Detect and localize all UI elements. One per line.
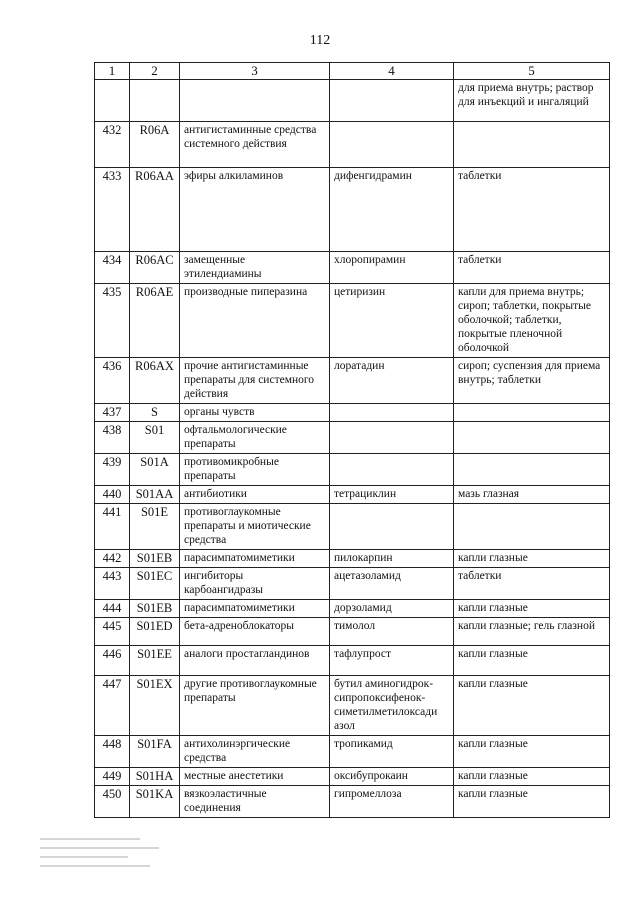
atc-code-cell: R06AX <box>130 358 180 404</box>
row-number-cell: 436 <box>95 358 130 404</box>
group-name-cell: противомикробные препараты <box>180 454 330 486</box>
group-name-cell: замещенные этилендиамины <box>180 252 330 284</box>
atc-code-cell: S01HA <box>130 768 180 786</box>
row-number-cell: 439 <box>95 454 130 486</box>
atc-code-cell: S01KA <box>130 786 180 818</box>
dosage-form-cell: таблетки <box>454 168 610 252</box>
atc-code-cell <box>130 80 180 122</box>
drug-name-cell <box>330 504 454 550</box>
atc-code-cell: S01AA <box>130 486 180 504</box>
dosage-form-cell <box>454 422 610 454</box>
column-header: 1 <box>95 63 130 80</box>
dosage-form-cell <box>454 504 610 550</box>
row-number-cell: 444 <box>95 600 130 618</box>
atc-code-cell: R06AE <box>130 284 180 358</box>
dosage-form-cell: капли глазные <box>454 550 610 568</box>
atc-code-cell: S01EB <box>130 600 180 618</box>
atc-code-cell: S01EC <box>130 568 180 600</box>
dosage-form-cell: капли глазные <box>454 768 610 786</box>
group-name-cell: эфиры алкиламинов <box>180 168 330 252</box>
dosage-form-cell: для приема внутрь; раствор для инъекций и ингаляций <box>454 80 610 122</box>
atc-code-cell: S01ED <box>130 618 180 646</box>
row-number-cell: 435 <box>95 284 130 358</box>
row-number-cell: 449 <box>95 768 130 786</box>
row-number-cell: 445 <box>95 618 130 646</box>
drug-name-cell: гипромеллоза <box>330 786 454 818</box>
atc-code-cell: R06A <box>130 122 180 168</box>
row-number-cell: 437 <box>95 404 130 422</box>
table-row <box>95 568 610 600</box>
dosage-form-cell: капли глазные <box>454 600 610 618</box>
row-number-cell: 440 <box>95 486 130 504</box>
dosage-form-cell: капли глазные <box>454 786 610 818</box>
column-header: 3 <box>180 63 330 80</box>
dosage-form-cell <box>454 454 610 486</box>
group-name-cell: органы чувств <box>180 404 330 422</box>
table-row <box>95 786 610 818</box>
group-name-cell: противоглаукомные препараты и миотические средства <box>180 504 330 550</box>
atc-code-cell: S01 <box>130 422 180 454</box>
drug-name-cell: тетрациклин <box>330 486 454 504</box>
drug-table <box>94 62 610 818</box>
drug-name-cell <box>330 122 454 168</box>
drug-name-cell: лоратадин <box>330 358 454 404</box>
table-row <box>95 122 610 168</box>
drug-name-cell <box>330 404 454 422</box>
table-row <box>95 736 610 768</box>
group-name-cell: антигистаминные средства системного действия <box>180 122 330 168</box>
drug-name-cell <box>330 422 454 454</box>
dosage-form-cell: капли для приема внутрь; сироп; таблетки, покрытые оболочкой; таблетки, покрытые пленочной оболочкой <box>454 284 610 358</box>
atc-code-cell: S <box>130 404 180 422</box>
drug-name-cell: тафлупрост <box>330 646 454 676</box>
dosage-form-cell: капли глазные <box>454 676 610 736</box>
atc-code-cell: R06AC <box>130 252 180 284</box>
row-number-cell: 442 <box>95 550 130 568</box>
table-header-row <box>95 63 610 80</box>
drug-name-cell: тимолол <box>330 618 454 646</box>
dosage-form-cell: капли глазные <box>454 646 610 676</box>
row-number-cell: 443 <box>95 568 130 600</box>
row-number-cell: 441 <box>95 504 130 550</box>
row-number-cell: 432 <box>95 122 130 168</box>
row-number-cell: 450 <box>95 786 130 818</box>
dosage-form-cell: таблетки <box>454 568 610 600</box>
row-number-cell: 438 <box>95 422 130 454</box>
drug-name-cell: хлоропирамин <box>330 252 454 284</box>
group-name-cell: парасимпатомиметики <box>180 600 330 618</box>
atc-code-cell: S01EE <box>130 646 180 676</box>
group-name-cell: офтальмологические препараты <box>180 422 330 454</box>
drug-name-cell <box>330 80 454 122</box>
drug-name-cell: тропикамид <box>330 736 454 768</box>
row-number-cell: 448 <box>95 736 130 768</box>
table-row <box>95 646 610 676</box>
table-row <box>95 168 610 252</box>
row-number-cell: 434 <box>95 252 130 284</box>
atc-code-cell: S01FA <box>130 736 180 768</box>
table-row <box>95 358 610 404</box>
group-name-cell: местные анестетики <box>180 768 330 786</box>
row-number-cell: 446 <box>95 646 130 676</box>
atc-code-cell: S01EX <box>130 676 180 736</box>
column-header: 5 <box>454 63 610 80</box>
column-header: 2 <box>130 63 180 80</box>
group-name-cell: антибиотики <box>180 486 330 504</box>
faded-stamp-mark <box>40 838 165 880</box>
drug-name-cell: дорзоламид <box>330 600 454 618</box>
dosage-form-cell: капли глазные <box>454 736 610 768</box>
table-row <box>95 252 610 284</box>
table-row <box>95 600 610 618</box>
table-row <box>95 504 610 550</box>
group-name-cell: вязкоэластичные соединения <box>180 786 330 818</box>
drug-name-cell: дифенгидрамин <box>330 168 454 252</box>
atc-code-cell: S01A <box>130 454 180 486</box>
table-row <box>95 80 610 122</box>
table-row <box>95 422 610 454</box>
group-name-cell: прочие антигистаминные препараты для системного действия <box>180 358 330 404</box>
group-name-cell: аналоги простагландинов <box>180 646 330 676</box>
group-name-cell: другие противоглаукомные препараты <box>180 676 330 736</box>
drug-name-cell: оксибупрокаин <box>330 768 454 786</box>
row-number-cell: 433 <box>95 168 130 252</box>
drug-name-cell: ацетазоламид <box>330 568 454 600</box>
table-body <box>95 80 610 818</box>
drug-name-cell: бутил аминогидрок-сипропоксифенок-симетилметилоксади азол <box>330 676 454 736</box>
dosage-form-cell: сироп; суспензия для приема внутрь; таблетки <box>454 358 610 404</box>
table-row <box>95 550 610 568</box>
dosage-form-cell <box>454 122 610 168</box>
drug-name-cell <box>330 454 454 486</box>
table-row <box>95 676 610 736</box>
table-row <box>95 284 610 358</box>
page-number: 112 <box>309 33 331 48</box>
dosage-form-cell <box>454 404 610 422</box>
drug-name-cell: цетиризин <box>330 284 454 358</box>
row-number-cell <box>95 80 130 122</box>
group-name-cell: производные пиперазина <box>180 284 330 358</box>
dosage-form-cell: мазь глазная <box>454 486 610 504</box>
atc-code-cell: S01E <box>130 504 180 550</box>
table-row <box>95 486 610 504</box>
table-row <box>95 618 610 646</box>
group-name-cell <box>180 80 330 122</box>
table-row <box>95 768 610 786</box>
group-name-cell: антихолинэргические средства <box>180 736 330 768</box>
table-row <box>95 454 610 486</box>
atc-code-cell: S01EB <box>130 550 180 568</box>
atc-code-cell: R06AA <box>130 168 180 252</box>
group-name-cell: ингибиторы карбоангидразы <box>180 568 330 600</box>
group-name-cell: бета-адреноблокаторы <box>180 618 330 646</box>
column-header: 4 <box>330 63 454 80</box>
table-row <box>95 404 610 422</box>
drug-name-cell: пилокарпин <box>330 550 454 568</box>
group-name-cell: парасимпатомиметики <box>180 550 330 568</box>
dosage-form-cell: таблетки <box>454 252 610 284</box>
row-number-cell: 447 <box>95 676 130 736</box>
dosage-form-cell: капли глазные; гель глазной <box>454 618 610 646</box>
